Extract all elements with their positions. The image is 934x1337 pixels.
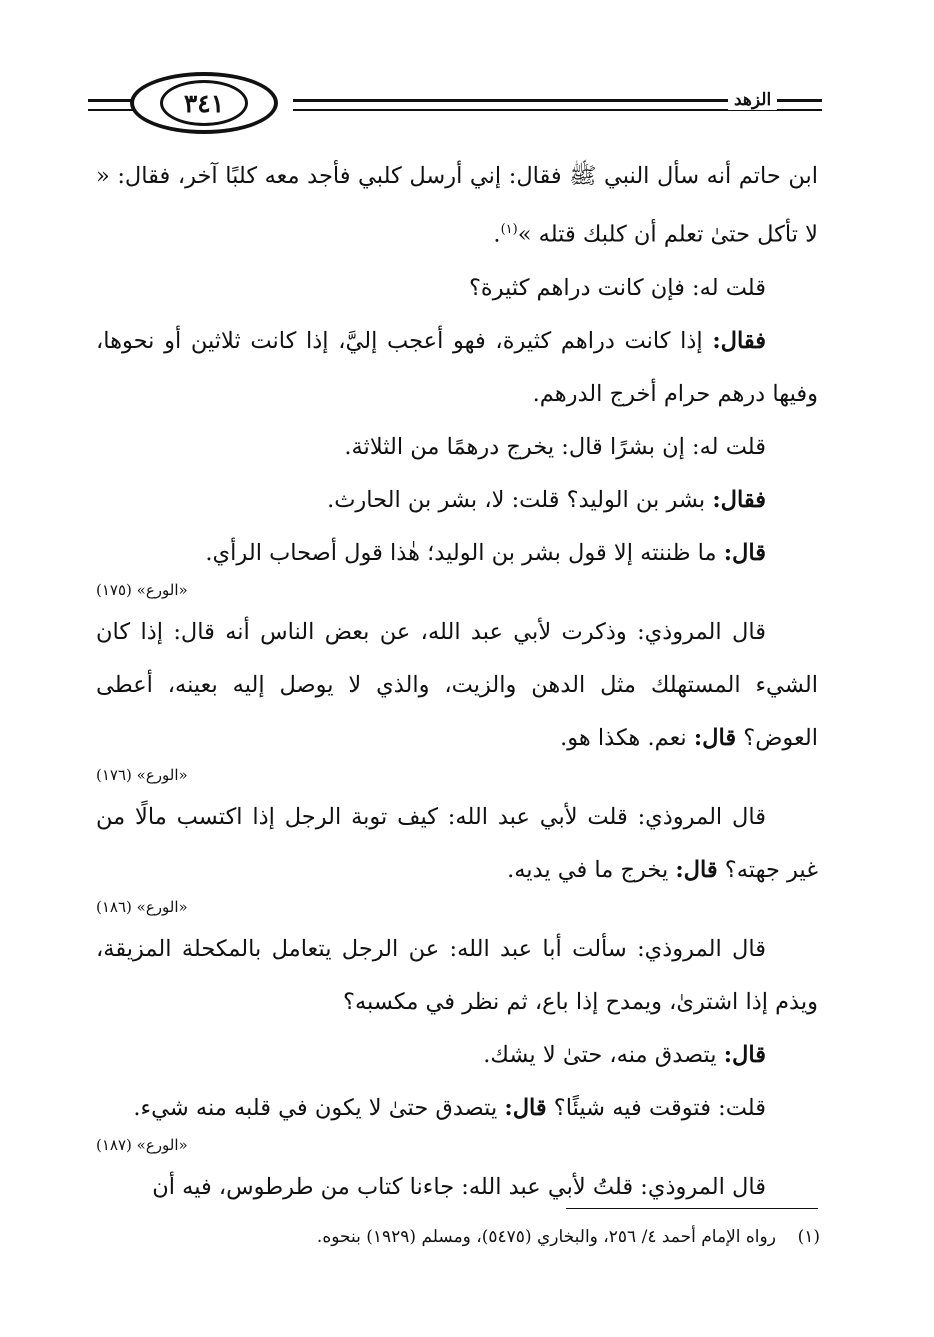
paragraph-11 bbox=[96, 1082, 818, 1135]
paragraph-6 bbox=[96, 527, 818, 580]
footnote-number: (١) bbox=[797, 1227, 820, 1247]
source-citation: «الورع» (١٧٦) bbox=[96, 765, 188, 784]
footnote-text: رواه الإمام أحمد ٤/ ٢٥٦، والبخاري (٥٤٧٥)، ومسلم (١٩٢٩) بنحوه. bbox=[316, 1227, 776, 1247]
paragraph-8 bbox=[96, 791, 818, 897]
paragraph-1 bbox=[96, 150, 818, 262]
header-rule-middle bbox=[293, 99, 795, 111]
paragraph-text: يتصدق حتىٰ لا يكون في قلبه منه شيء. bbox=[133, 1094, 505, 1121]
source-citation: «الورع» (١٨٦) bbox=[96, 897, 188, 916]
footnote bbox=[120, 1222, 820, 1252]
speaker-label: قال: bbox=[675, 856, 718, 883]
paragraph-4 bbox=[96, 421, 818, 474]
paragraph-9 bbox=[96, 923, 818, 1029]
speaker-label: قال: bbox=[723, 539, 766, 566]
speaker-label: قال: bbox=[504, 1094, 547, 1121]
paragraph-text: قلت: فتوقت فيه شيئًا؟ bbox=[546, 1094, 766, 1121]
header-rule-right bbox=[791, 99, 822, 111]
running-title: الزهد bbox=[728, 90, 777, 110]
source-citation: «الورع» (١٨٧) bbox=[96, 1135, 188, 1154]
paragraph-text: إذا كانت دراهم كثيرة، فهو أعجب إليَّ، إذا كانت ثلاثين أو نحوها، وفيها درهم حرام أخرج الدرهم. bbox=[96, 327, 818, 407]
paragraph-text: نعم. هكذا هو. bbox=[560, 724, 694, 751]
page-header bbox=[88, 66, 822, 146]
speaker-label: قال: bbox=[723, 1041, 766, 1068]
paragraph-3 bbox=[96, 315, 818, 421]
paragraph-end: . bbox=[493, 221, 501, 248]
paragraph-text: يخرج ما في يديه. bbox=[507, 856, 676, 883]
paragraph-text: بشر بن الوليد؟ قلت: لا، بشر بن الحارث. bbox=[327, 486, 713, 513]
paragraph-5 bbox=[96, 474, 818, 527]
footnote-ref: (١) bbox=[500, 222, 518, 237]
footnote-separator bbox=[566, 1208, 818, 1209]
speaker-label: فقال: bbox=[712, 327, 766, 354]
paragraph-text: قال المروذي: سألت أبا عبد الله: عن الرجل يتعامل بالمكحلة المزيقة، ويذم إذا اشترىٰ، ويمدح إذا باع، ثم نظر في مكسبه؟ bbox=[96, 935, 818, 1015]
paragraph-text: قلت له: فإن كانت دراهم كثيرة؟ bbox=[468, 274, 766, 301]
speaker-label: قال: bbox=[693, 724, 737, 751]
paragraph-7 bbox=[96, 606, 818, 765]
speaker-label: فقال: bbox=[712, 486, 766, 513]
paragraph-text: ابن حاتم أنه سأل النبي ﷺ فقال: إني أرسل كلبي فأجد معه كلبًا آخر، فقال: « لا تأكل حتىٰ تعلم أن كلبك قتله » bbox=[96, 163, 818, 248]
paragraph-text: يتصدق منه، حتىٰ لا يشك. bbox=[483, 1041, 724, 1068]
paragraph-text: قال المروذي: وذكرت لأبي عبد الله، عن بعض الناس أنه قال: إذا كان الشيء المستهلك مثل الدهن والزيت، والذي لا يوصل إليه بعينه، أعطى العوض؟ bbox=[96, 618, 818, 751]
paragraph-10 bbox=[96, 1029, 818, 1082]
paragraph-text: قال المروذي: قلتُ لأبي عبد الله: جاءنا كتاب من طرطوس، فيه أن bbox=[152, 1173, 766, 1200]
page-number: ٣٤١ bbox=[160, 80, 248, 126]
paragraph-12 bbox=[96, 1161, 818, 1214]
paragraph-text: ما ظننته إلا قول بشر بن الوليد؛ هٰذا قول أصحاب الرأي. bbox=[205, 539, 724, 566]
paragraph-2 bbox=[96, 262, 818, 315]
source-citation: «الورع» (١٧٥) bbox=[96, 580, 188, 599]
paragraph-text: قلت له: إن بشرًا قال: يخرج درهمًا من الثلاثة. bbox=[344, 433, 766, 460]
page-number-frame bbox=[130, 72, 278, 134]
paragraph-text: قال المروذي: قلت لأبي عبد الله: كيف توبة الرجل إذا اكتسب مالًا من غير جهته؟ bbox=[96, 803, 818, 883]
main-text bbox=[96, 150, 818, 1214]
